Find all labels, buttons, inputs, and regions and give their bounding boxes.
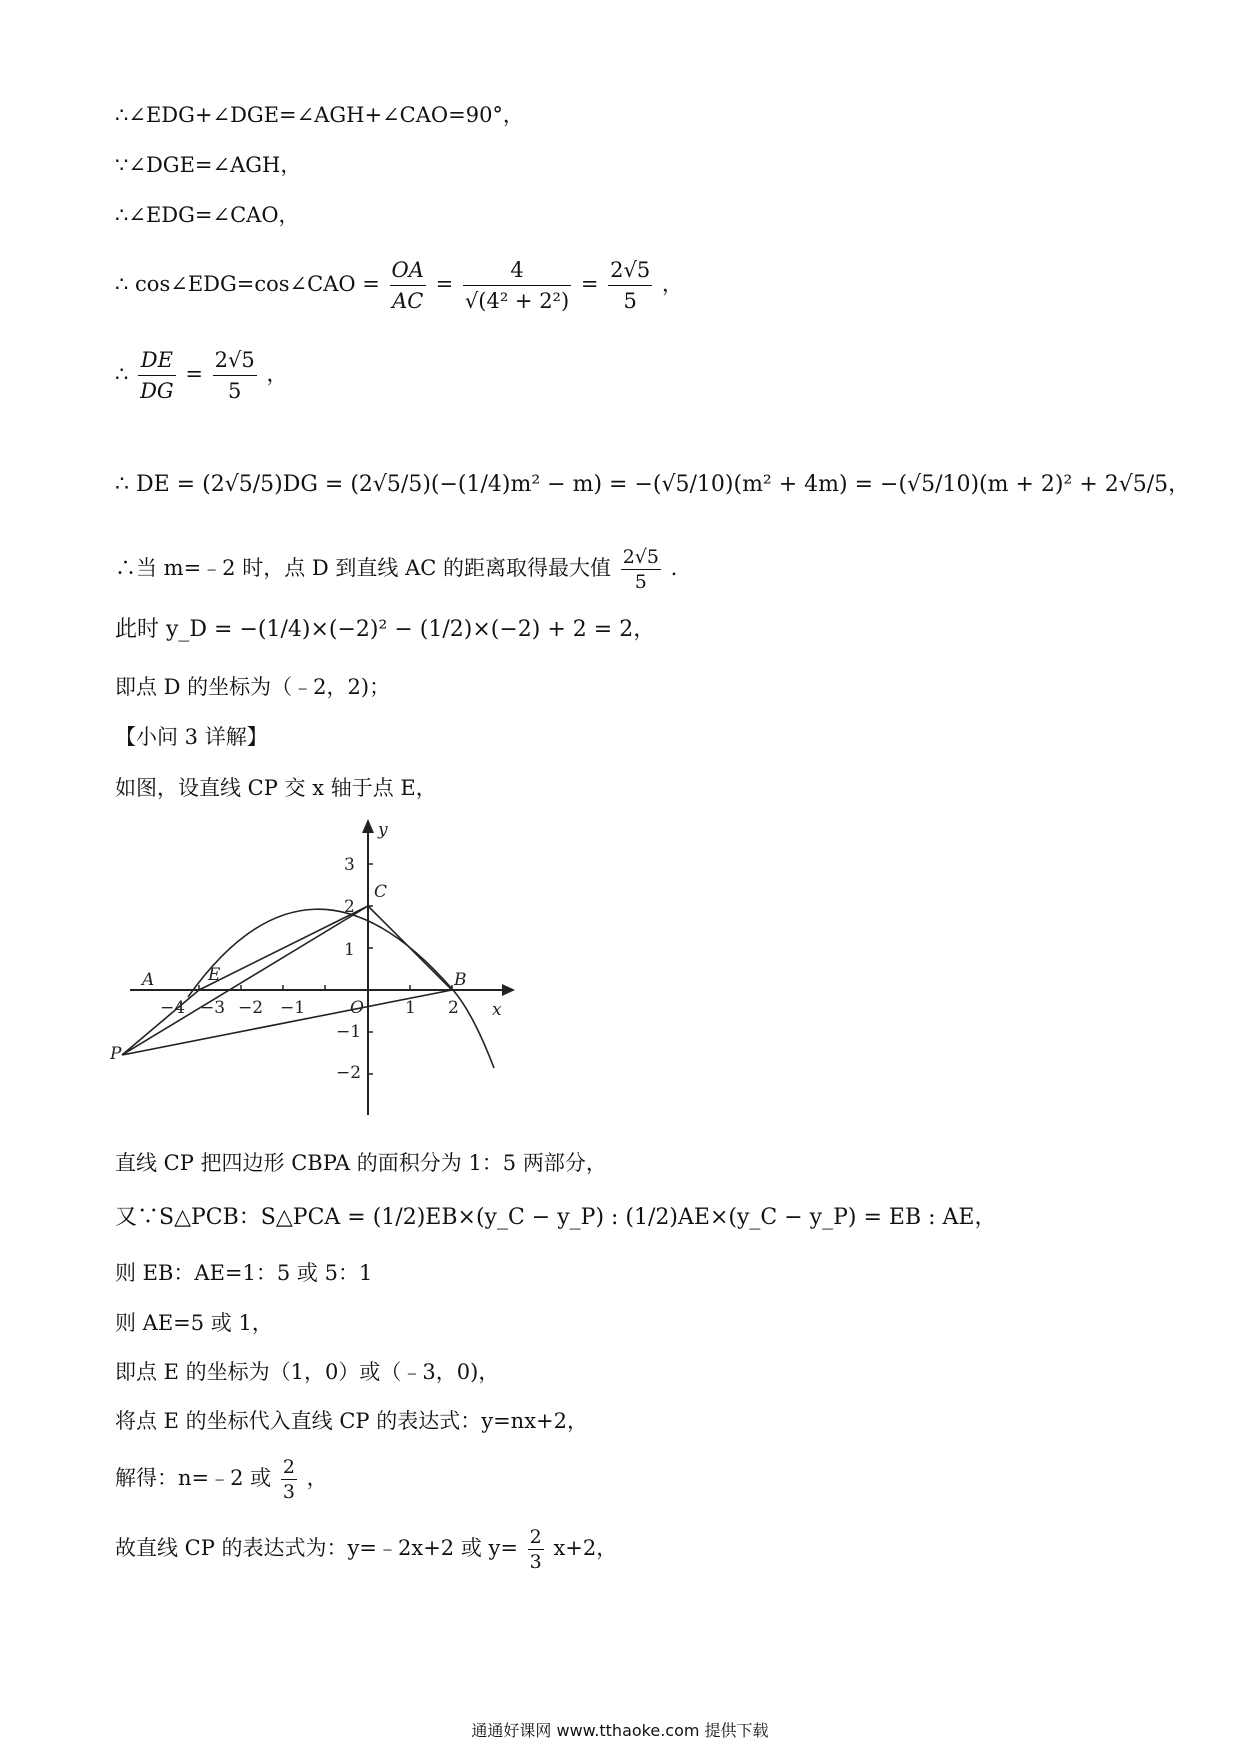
text-line-11: 如图，设直线 CP 交 x 轴于点 E， xyxy=(115,776,437,800)
x-tick-label: −1 xyxy=(280,998,306,1018)
text-line-5: ∴ $\frac{DE}{DG}$ = $\frac{2√5}{5}$ ， xyxy=(115,345,287,406)
fraction-4-sqrt: $\frac{4}{\text{√(4² + 2²)}}$ xyxy=(463,255,571,316)
section-heading: 【小问 3 详解】 xyxy=(115,725,268,749)
fraction-two-thirds-b: $\frac{2}{3}$ xyxy=(529,1526,542,1573)
y-tick-label: 1 xyxy=(344,940,355,960)
text-line-17: 将点 E 的坐标代入直线 CP 的表达式：y=nx+2， xyxy=(115,1409,589,1433)
y-axis-label: y xyxy=(378,820,388,840)
x-axis-label: x xyxy=(492,1000,502,1020)
text-line-7: ∴当 m=﹣2 时，点 D 到直线 AC 的距离取得最大值 $\frac{2√5}{5}$ . xyxy=(115,546,678,593)
origin-label: O xyxy=(350,998,364,1018)
x-tick-label: −4 xyxy=(160,998,186,1018)
text-line-6: ∴ DE = (2√5/5)DG = (2√5/5)(−(1/4)m² − m) = −(√5/10)(m² + 4m) = −(√5/10)(m + 2)² + 2√5/5， xyxy=(115,472,1191,497)
text-line-16: 即点 E 的坐标为（1，0）或（﹣3，0)， xyxy=(115,1360,500,1384)
page-footer: 通通好课网 www.tthaoke.com 提供下载 xyxy=(471,1721,769,1740)
y-axis-arrow-icon xyxy=(362,819,374,833)
text-line-13: 又∵S△PCB：S△PCA = (1/2)EB×(y_C − y_P) : (1/2)AE×(y_C − y_P) = EB : AE， xyxy=(115,1205,997,1230)
point-p-label: P xyxy=(110,1044,122,1064)
fraction-oa-ac: $\frac{OA}{AC}$ xyxy=(390,255,426,316)
point-c-label: C xyxy=(374,882,388,902)
point-a-label: A xyxy=(142,970,155,990)
fraction-two-thirds: $\frac{2}{3}$ xyxy=(282,1456,295,1503)
text-line-2: ∵∠DGE=∠AGH， xyxy=(115,153,302,177)
text-line-18: 解得：n=﹣2 或 $\frac{2}{3}$ ， xyxy=(115,1456,328,1503)
x-tick-label: 1 xyxy=(405,998,416,1018)
fraction-2sqrt5-5: $\frac{2√5}{5}$ xyxy=(608,255,652,316)
x-tick-label: 2 xyxy=(448,998,459,1018)
fraction-2sqrt5-5-b: $\frac{2√5}{5}$ xyxy=(213,345,257,406)
text-line-4: ∴ cos∠EDG=cos∠CAO = $\frac{OA}{AC}$ = $\frac{4}{\text{√(4² + 2²)}}$ = $\frac{2√5}{5}$ ， xyxy=(115,255,683,316)
point-e-label: E xyxy=(208,965,221,985)
y-tick-label: −2 xyxy=(336,1063,362,1083)
y-tick-label: 3 xyxy=(344,855,355,875)
parabola-curve xyxy=(188,909,494,1068)
segment-cb xyxy=(368,906,452,990)
segment-pc xyxy=(122,906,368,1055)
text-line-9: 即点 D 的坐标为（﹣2，2)； xyxy=(115,675,391,699)
text-line-3: ∴∠EDG=∠CAO， xyxy=(115,203,300,227)
text-line-15: 则 AE=5 或 1， xyxy=(115,1311,273,1335)
segment-ac xyxy=(199,906,368,990)
text-line-12: 直线 CP 把四边形 CBPA 的面积分为 1：5 两部分， xyxy=(115,1151,607,1175)
y-tick-label: −1 xyxy=(336,1022,362,1042)
text-line-1: ∴∠EDG+∠DGE=∠AGH+∠CAO=90°， xyxy=(115,103,524,127)
x-tick-label: −3 xyxy=(200,998,226,1018)
y-tick-label: 2 xyxy=(344,897,355,917)
point-b-label: B xyxy=(454,970,467,990)
x-tick-label: −2 xyxy=(238,998,264,1018)
parabola-figure xyxy=(110,815,520,1125)
fraction-max-value: $\frac{2√5}{5}$ xyxy=(622,546,659,593)
fraction-de-dg: $\frac{DE}{DG}$ xyxy=(138,345,176,406)
x-axis-arrow-icon xyxy=(502,984,515,996)
text-line-14: 则 EB：AE=1：5 或 5：1 xyxy=(115,1261,373,1285)
text-line-8: 此时 y_D = −(1/4)×(−2)² − (1/2)×(−2) + 2 = 2， xyxy=(115,617,656,642)
text-line-19: 故直线 CP 的表达式为：y=﹣2x+2 或 y= $\frac{2}{3}$ x+2， xyxy=(115,1526,618,1573)
